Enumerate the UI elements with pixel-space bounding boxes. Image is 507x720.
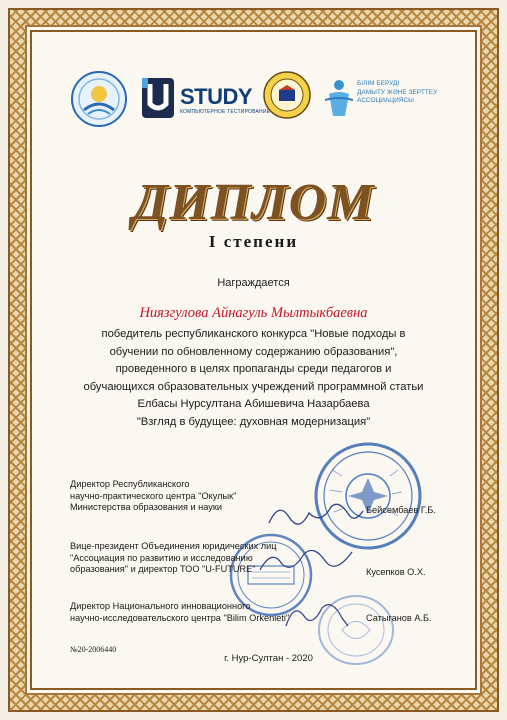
signatory-3-name: Сатыганов А.Б. xyxy=(366,613,432,623)
ustudy-u-icon xyxy=(140,76,176,120)
bilim-association-logo xyxy=(325,78,465,128)
signatory-3-title: Директор Национального инновационного научно-исследовательского центра "Bilim Orkenieti" xyxy=(70,601,290,623)
ministry-emblem-logo xyxy=(70,70,128,128)
signature-scribble-3 xyxy=(282,596,352,636)
signatory-2-name: Кусепков О.Х. xyxy=(366,567,426,577)
ustudy-logo xyxy=(140,74,271,122)
signatory-2-title: Вице-президент Объединения юридических лиц "Ассоциация по развитию и исследованию образования" и директор ТОО "U-FUTURE" xyxy=(70,541,277,574)
city-and-year: г. Нур-Султан - 2020 xyxy=(224,653,313,664)
signatory-1-title: Директор Республиканского научно-практического центра "Окулык" Министерства образования и науки xyxy=(70,479,237,512)
ustudy-wordmark: STUDY xyxy=(180,84,253,109)
signatory-1-name: Бейсембаев Г.Б. xyxy=(366,505,436,515)
signature-scribble-1 xyxy=(265,495,365,535)
award-description: победитель республиканского конкурса "Новые подходы в обучении по обновленному содержанию образования", проведенного в целях пропаганды среди педагогов и обучающихся образовательных учреждений программной статьи Елбасы Нурсултана Абишевича Назарбаева "Взгляд в будущее: духовная модернизация" xyxy=(83,328,424,428)
diploma-degree: I степени xyxy=(208,232,299,251)
ustudy-subtitle: КОМПЬЮТЕРНОЕ ТЕСТИРОВАНИЕ xyxy=(180,109,271,115)
bilim-figure-icon xyxy=(325,78,353,118)
diploma-title: ДИПЛОМ xyxy=(132,174,375,231)
logo-row xyxy=(40,68,467,138)
bilim-text: БІЛІМ БЕРУДІ ДАМЫТУ ЖӘНЕ ЗЕРТТЕУ АССОЦИАЦИЯСЫ xyxy=(357,80,438,104)
awarded-label: Награждается xyxy=(217,277,290,289)
document-number: №20-2006440 xyxy=(70,645,117,654)
recipient-name: Ниязгулова Айнагуль Мылтыкбаевна xyxy=(139,305,368,321)
okulyk-seal-logo xyxy=(262,70,312,120)
